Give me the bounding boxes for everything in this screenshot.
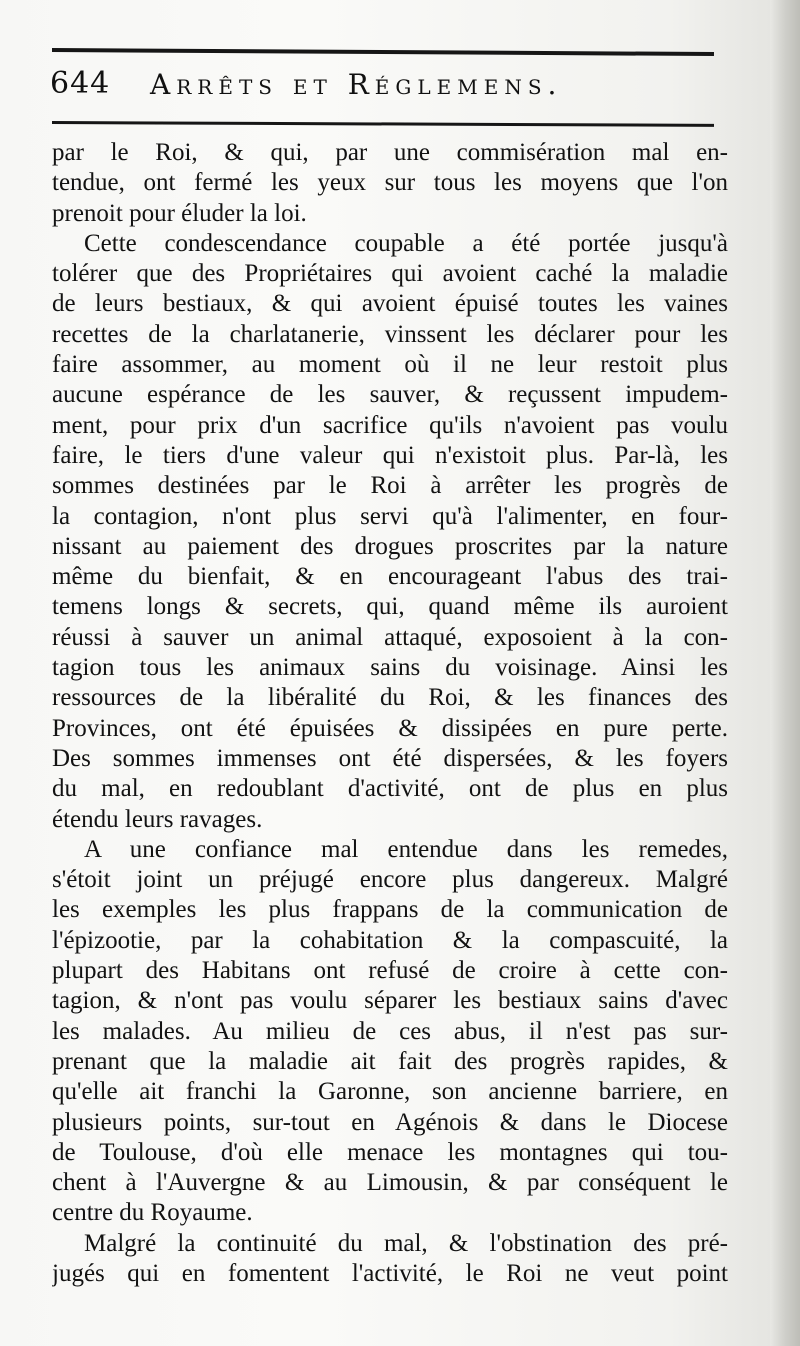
text-line: Provinces, ont été épuisées & dissipées en pure perte. xyxy=(52,714,728,742)
text-line: tendue, ont fermé les yeux sur tous les moyens que l'on xyxy=(52,169,728,197)
text-line: réussi à sauver un animal attaqué, exposoient à la con- xyxy=(52,623,728,651)
text-line: ressources de la libéralité du Roi, & les finances des xyxy=(52,684,728,712)
text-line: Des sommes immenses ont été dispersées, & les foyers xyxy=(52,744,728,772)
text-line: faire assommer, au moment où il ne leur restoit plus xyxy=(52,351,728,379)
page-edge xyxy=(770,0,800,1346)
text-line: sommes destinées par le Roi à arrêter les progrès de xyxy=(52,472,728,500)
text-line: tagion, & n'ont pas voulu séparer les bestiaux sains d'avec xyxy=(52,987,728,1015)
text-line: chent à l'Auvergne & au Limousin, & par conséquent le xyxy=(52,1169,728,1197)
page-number: 644 xyxy=(50,66,111,101)
text-line: A une confiance mal entendue dans les remedes, xyxy=(84,835,728,863)
running-title: Arrêts et Réglemens. xyxy=(150,68,563,101)
page-header xyxy=(50,60,730,110)
text-line: étendu leurs ravages. xyxy=(52,805,263,833)
text-line: les malades. Au milieu de ces abus, il n'est pas sur- xyxy=(52,1017,728,1045)
body-text xyxy=(52,138,728,1289)
text-line: Cette condescendance coupable a été portée jusqu'à xyxy=(84,229,728,257)
text-line: nissant au paiement des drogues proscrites par la nature xyxy=(52,532,728,560)
text-line: ment, pour prix d'un sacrifice qu'ils n'avoient pas voulu xyxy=(52,411,728,439)
text-line: de Toulouse, d'où elle menace les montagnes qui tou- xyxy=(52,1138,728,1166)
text-line: jugés qui en fomentent l'activité, le Roi ne veut point xyxy=(52,1259,728,1287)
text-line: plupart des Habitans ont refusé de croire à cette con- xyxy=(52,957,728,985)
text-line: Malgré la continuité du mal, & l'obstination des pré- xyxy=(84,1229,728,1257)
text-line: les exemples les plus frappans de la communication de xyxy=(52,896,728,924)
text-line: faire, le tiers d'une valeur qui n'existoit plus. Par-là, les xyxy=(52,441,728,469)
text-line: même du bienfait, & en encourageant l'abus des trai- xyxy=(52,563,728,591)
text-line: recettes de la charlatanerie, vinssent les déclarer pour les xyxy=(52,320,728,348)
text-line: la contagion, n'ont plus servi qu'à l'alimenter, en four- xyxy=(52,502,728,530)
text-line: s'étoit joint un préjugé encore plus dangereux. Malgré xyxy=(52,866,728,894)
text-line: temens longs & secrets, qui, quand même ils auroient xyxy=(52,593,728,621)
text-line: par le Roi, & qui, par une commisération mal en- xyxy=(52,139,728,166)
text-line: qu'elle ait franchi la Garonne, son ancienne barriere, en xyxy=(52,1078,728,1106)
text-line: plusieurs points, sur-tout en Agénois & dans le Diocese xyxy=(52,1108,728,1136)
text-line: tolérer que des Propriétaires qui avoient caché la maladie xyxy=(52,260,728,288)
text-line: du mal, en redoublant d'activité, ont de plus en plus xyxy=(52,775,728,803)
text-line: aucune espérance de les sauver, & reçussent impudem- xyxy=(52,381,728,409)
text-line: de leurs bestiaux, & qui avoient épuisé toutes les vaines xyxy=(52,290,728,318)
text-line: prenoit pour éluder la loi. xyxy=(52,199,307,227)
text-line: prenant que la maladie ait fait des progrès rapides, & xyxy=(52,1047,728,1075)
text-line: centre du Royaume. xyxy=(52,1199,253,1227)
text-line: l'épizootie, par la cohabitation & la compascuité, la xyxy=(52,926,728,954)
text-line: tagion tous les animaux sains du voisinage. Ainsi les xyxy=(52,654,728,682)
